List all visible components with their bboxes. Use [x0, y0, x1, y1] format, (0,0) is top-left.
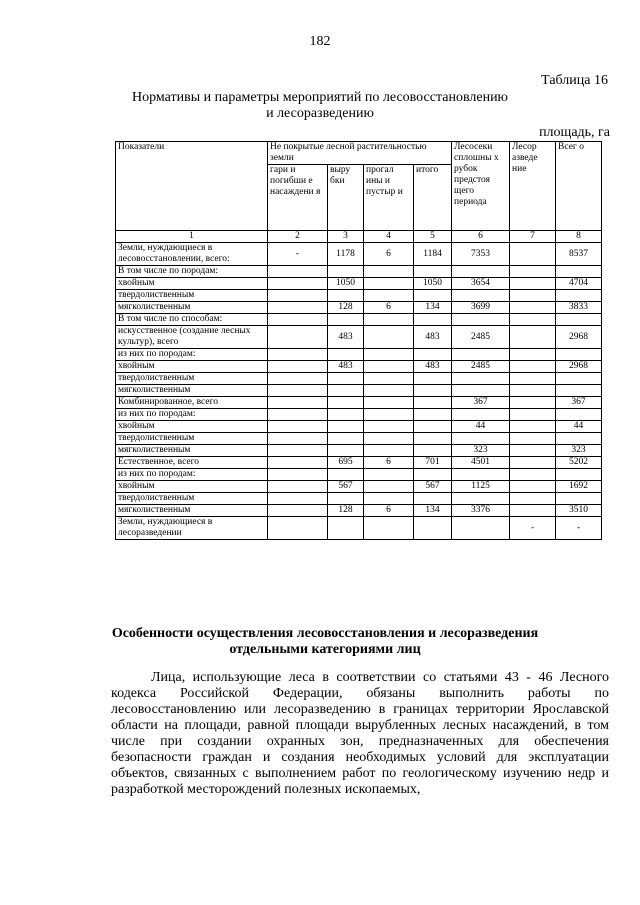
table-row: [116, 302, 602, 314]
row-value-cell: [510, 481, 556, 493]
header-indicators: Показатели: [116, 142, 268, 231]
table-row: [116, 243, 602, 266]
table-body: [116, 243, 602, 540]
row-value-cell: 6: [364, 457, 414, 469]
row-value-cell: [452, 266, 510, 278]
row-value-cell: [452, 493, 510, 505]
row-value-cell: [556, 469, 602, 481]
row-value-cell: [268, 421, 328, 433]
row-value-cell: [364, 517, 414, 540]
row-value-cell: [268, 505, 328, 517]
row-value-cell: [268, 397, 328, 409]
row-label-cell: Земли, нуждающиеся в лесоразведении: [116, 517, 268, 540]
row-value-cell: [364, 409, 414, 421]
row-value-cell: 8537: [556, 243, 602, 266]
row-value-cell: [414, 314, 452, 326]
row-value-cell: [268, 445, 328, 457]
row-value-cell: [328, 266, 364, 278]
table-title: [0, 90, 640, 122]
row-value-cell: [364, 361, 414, 373]
row-value-cell: [268, 409, 328, 421]
row-value-cell: [328, 517, 364, 540]
row-value-cell: [328, 290, 364, 302]
row-value-cell: [268, 493, 328, 505]
row-label-cell: твердолиственным: [116, 290, 268, 302]
row-value-cell: [510, 433, 556, 445]
row-value-cell: -: [268, 243, 328, 266]
row-value-cell: 4501: [452, 457, 510, 469]
row-value-cell: [510, 243, 556, 266]
norms-table: [115, 141, 602, 540]
row-value-cell: [414, 433, 452, 445]
row-value-cell: [414, 266, 452, 278]
table-header-row-1: [116, 142, 602, 165]
row-value-cell: [364, 433, 414, 445]
row-value-cell: [414, 409, 452, 421]
header-fires: гари и погибши е насаждени я: [268, 165, 328, 231]
row-value-cell: [452, 433, 510, 445]
row-value-cell: [328, 433, 364, 445]
row-value-cell: [364, 290, 414, 302]
row-value-cell: [452, 373, 510, 385]
row-value-cell: 1125: [452, 481, 510, 493]
row-value-cell: 134: [414, 302, 452, 314]
row-value-cell: 567: [414, 481, 452, 493]
header-cutting-areas: Лесосеки сплошны х рубок предстоя щего периода: [452, 142, 510, 231]
row-label-cell: мягколиственным: [116, 505, 268, 517]
row-value-cell: [364, 266, 414, 278]
row-value-cell: [364, 481, 414, 493]
row-value-cell: 3376: [452, 505, 510, 517]
table-row: [116, 505, 602, 517]
row-value-cell: [556, 266, 602, 278]
row-value-cell: [556, 349, 602, 361]
row-label-cell: твердолиственным: [116, 493, 268, 505]
row-value-cell: [328, 397, 364, 409]
table-row: [116, 409, 602, 421]
row-value-cell: 7353: [452, 243, 510, 266]
row-value-cell: 483: [414, 361, 452, 373]
row-value-cell: [556, 373, 602, 385]
header-glades: прогал ины и пустыр и: [364, 165, 414, 231]
row-value-cell: 4704: [556, 278, 602, 290]
row-value-cell: 44: [556, 421, 602, 433]
row-value-cell: [510, 493, 556, 505]
row-value-cell: 5202: [556, 457, 602, 469]
row-value-cell: 483: [328, 361, 364, 373]
row-value-cell: 3699: [452, 302, 510, 314]
table-row: [116, 373, 602, 385]
row-value-cell: 134: [414, 505, 452, 517]
row-value-cell: [364, 445, 414, 457]
table-row: [116, 433, 602, 445]
row-value-cell: [452, 409, 510, 421]
row-value-cell: [556, 409, 602, 421]
row-value-cell: [328, 385, 364, 397]
row-value-cell: [510, 409, 556, 421]
table-row: [116, 349, 602, 361]
index-cell: 4: [364, 231, 414, 243]
row-value-cell: 567: [328, 481, 364, 493]
row-value-cell: -: [556, 517, 602, 540]
row-value-cell: [268, 481, 328, 493]
row-value-cell: 3510: [556, 505, 602, 517]
section-heading: [40, 626, 610, 658]
row-value-cell: 1692: [556, 481, 602, 493]
row-value-cell: [556, 385, 602, 397]
index-cell: 2: [268, 231, 328, 243]
row-value-cell: 6: [364, 505, 414, 517]
row-value-cell: [556, 493, 602, 505]
row-label-cell: хвойным: [116, 361, 268, 373]
row-value-cell: [364, 373, 414, 385]
row-value-cell: [268, 314, 328, 326]
row-value-cell: -: [510, 517, 556, 540]
row-value-cell: [414, 445, 452, 457]
row-value-cell: 128: [328, 302, 364, 314]
table-title-line1: Нормативы и параметры мероприятий по лесовосстановлению: [131, 90, 509, 105]
row-value-cell: 1184: [414, 243, 452, 266]
row-label-cell: В том числе по способам:: [116, 314, 268, 326]
row-value-cell: [328, 493, 364, 505]
row-value-cell: [268, 469, 328, 481]
table-title-line2: и лесоразведению: [266, 106, 374, 121]
header-all: Всег о: [556, 142, 602, 231]
body-paragraph: Лица, использующие леса в соответствии со статьями 43 - 46 Лесного кодекса Российской Федерации, обязаны выполнить работы по лесовосстановлению или лесоразведению в границах территории Ярославской области на площади, равной площади вырубленных лесных насаждений, в том числе при создании охранных зон, предназначенных для обеспечения безопасности граждан и создания необходимых условий для эксплуатации объектов, связанных с выполнением работ по геологическому изучению недр и разработкой месторождений полезных ископаемых,: [111, 670, 609, 797]
row-value-cell: [364, 349, 414, 361]
row-label-cell: Комбинированное, всего: [116, 397, 268, 409]
row-value-cell: 1178: [328, 243, 364, 266]
row-value-cell: [268, 302, 328, 314]
table-row: [116, 457, 602, 469]
table-row: [116, 361, 602, 373]
row-label-cell: В том числе по породам:: [116, 266, 268, 278]
header-not-covered: Не покрытые лесной растительностью земли: [268, 142, 452, 165]
row-value-cell: 1050: [328, 278, 364, 290]
row-value-cell: [510, 278, 556, 290]
row-value-cell: [328, 445, 364, 457]
index-cell: 7: [510, 231, 556, 243]
row-value-cell: 2968: [556, 326, 602, 349]
row-value-cell: [556, 314, 602, 326]
row-value-cell: [364, 421, 414, 433]
table-row: [116, 397, 602, 409]
table-label: Таблица 16: [541, 73, 608, 88]
row-value-cell: [268, 373, 328, 385]
row-value-cell: 1050: [414, 278, 452, 290]
row-value-cell: [510, 469, 556, 481]
row-value-cell: [510, 457, 556, 469]
row-label-cell: из них по породам:: [116, 469, 268, 481]
row-value-cell: [328, 349, 364, 361]
row-value-cell: [268, 266, 328, 278]
row-value-cell: 323: [556, 445, 602, 457]
row-value-cell: [268, 517, 328, 540]
table-row: [116, 326, 602, 349]
index-cell: 1: [116, 231, 268, 243]
row-value-cell: [268, 361, 328, 373]
row-value-cell: [364, 385, 414, 397]
row-value-cell: [510, 266, 556, 278]
table-row: [116, 421, 602, 433]
row-value-cell: 367: [556, 397, 602, 409]
row-value-cell: 701: [414, 457, 452, 469]
row-value-cell: 367: [452, 397, 510, 409]
row-value-cell: [556, 433, 602, 445]
row-value-cell: [268, 278, 328, 290]
row-value-cell: 3833: [556, 302, 602, 314]
row-value-cell: [328, 373, 364, 385]
row-value-cell: [510, 385, 556, 397]
table-row: [116, 385, 602, 397]
row-value-cell: [268, 349, 328, 361]
row-value-cell: [510, 326, 556, 349]
row-value-cell: [364, 326, 414, 349]
row-value-cell: [364, 493, 414, 505]
row-value-cell: [268, 457, 328, 469]
table-row: [116, 314, 602, 326]
row-value-cell: 2485: [452, 361, 510, 373]
row-value-cell: 323: [452, 445, 510, 457]
row-value-cell: 3654: [452, 278, 510, 290]
row-value-cell: 483: [414, 326, 452, 349]
row-value-cell: [328, 409, 364, 421]
row-value-cell: 44: [452, 421, 510, 433]
row-label-cell: хвойным: [116, 481, 268, 493]
row-label-cell: Земли, нуждающиеся в лесовосстановлении, всего:: [116, 243, 268, 266]
table-row: [116, 481, 602, 493]
index-cell: 6: [452, 231, 510, 243]
row-value-cell: [328, 421, 364, 433]
row-label-cell: искусственное (создание лесных культур), всего: [116, 326, 268, 349]
row-value-cell: [364, 397, 414, 409]
row-value-cell: [364, 469, 414, 481]
row-value-cell: [510, 445, 556, 457]
row-value-cell: [510, 302, 556, 314]
header-afforestation: Лесор азведе ние: [510, 142, 556, 231]
row-value-cell: [452, 469, 510, 481]
row-value-cell: [452, 385, 510, 397]
row-value-cell: [452, 290, 510, 302]
table-row: [116, 517, 602, 540]
row-value-cell: [414, 349, 452, 361]
row-value-cell: [510, 505, 556, 517]
table-row: [116, 278, 602, 290]
row-label-cell: из них по породам:: [116, 349, 268, 361]
row-value-cell: [328, 314, 364, 326]
row-value-cell: [268, 385, 328, 397]
row-value-cell: [268, 433, 328, 445]
header-cuttings: выру бки: [328, 165, 364, 231]
row-value-cell: 2968: [556, 361, 602, 373]
header-total: итого: [414, 165, 452, 231]
section-heading-line2: отдельными категориями лиц: [229, 642, 421, 657]
row-label-cell: мягколиственным: [116, 302, 268, 314]
index-cell: 8: [556, 231, 602, 243]
row-value-cell: [364, 278, 414, 290]
row-label-cell: твердолиственным: [116, 433, 268, 445]
row-value-cell: [510, 361, 556, 373]
row-label-cell: хвойным: [116, 278, 268, 290]
row-value-cell: [510, 349, 556, 361]
row-value-cell: [556, 290, 602, 302]
row-label-cell: хвойным: [116, 421, 268, 433]
row-value-cell: [414, 517, 452, 540]
row-value-cell: [414, 385, 452, 397]
row-value-cell: [510, 290, 556, 302]
row-value-cell: [452, 314, 510, 326]
table-row: [116, 445, 602, 457]
row-value-cell: 6: [364, 302, 414, 314]
row-value-cell: [510, 421, 556, 433]
row-value-cell: [364, 314, 414, 326]
row-value-cell: [414, 373, 452, 385]
row-value-cell: 6: [364, 243, 414, 266]
row-value-cell: [414, 290, 452, 302]
row-label-cell: мягколиственным: [116, 445, 268, 457]
page-number: 182: [309, 34, 331, 49]
row-label-cell: из них по породам:: [116, 409, 268, 421]
row-value-cell: [414, 493, 452, 505]
table-row: [116, 266, 602, 278]
unit-label: площадь, га: [539, 125, 610, 140]
row-value-cell: [268, 326, 328, 349]
row-value-cell: [510, 314, 556, 326]
row-value-cell: [452, 517, 510, 540]
row-value-cell: 483: [328, 326, 364, 349]
table-row: [116, 493, 602, 505]
row-value-cell: [414, 421, 452, 433]
row-value-cell: 2485: [452, 326, 510, 349]
row-label-cell: Естественное, всего: [116, 457, 268, 469]
row-value-cell: [510, 397, 556, 409]
table-row: [116, 469, 602, 481]
row-value-cell: [414, 469, 452, 481]
row-value-cell: [510, 373, 556, 385]
row-value-cell: [452, 349, 510, 361]
section-heading-line1: Особенности осуществления лесовосстановления и лесоразведения: [111, 626, 539, 641]
row-value-cell: 695: [328, 457, 364, 469]
table-row: [116, 290, 602, 302]
table-index-row: [116, 231, 602, 243]
row-label-cell: мягколиственным: [116, 385, 268, 397]
index-cell: 5: [414, 231, 452, 243]
row-value-cell: 128: [328, 505, 364, 517]
row-value-cell: [414, 397, 452, 409]
index-cell: 3: [328, 231, 364, 243]
row-label-cell: твердолиственным: [116, 373, 268, 385]
row-value-cell: [268, 290, 328, 302]
row-value-cell: [328, 469, 364, 481]
